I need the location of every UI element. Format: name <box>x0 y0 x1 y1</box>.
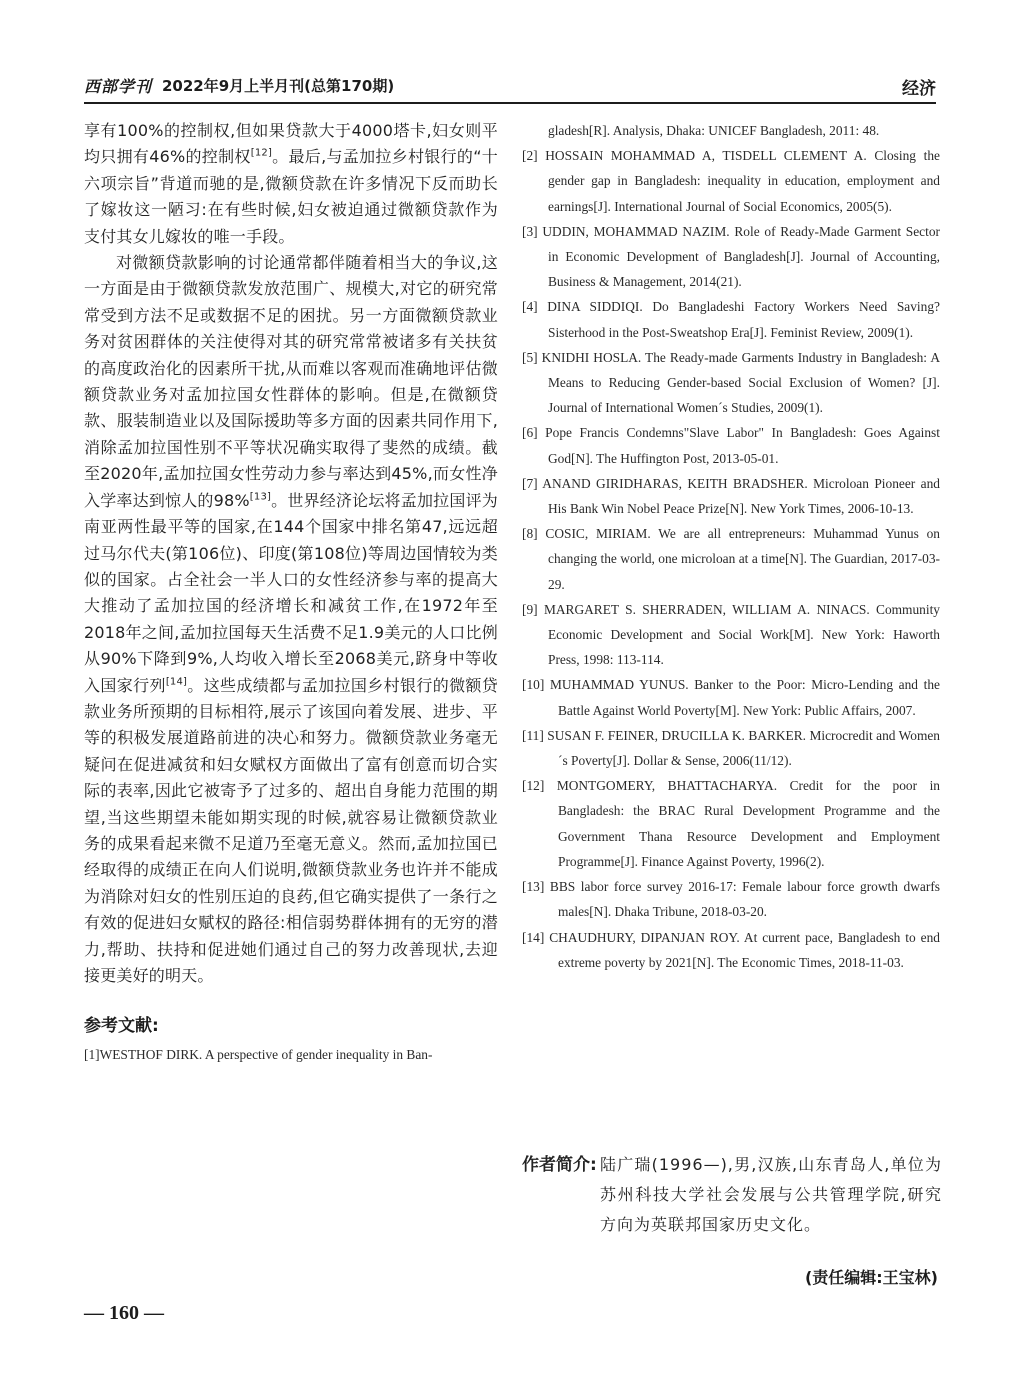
reference-1-start: [1]WESTHOF DIRK. A perspective of gender inequality in Ban- <box>84 1047 433 1063</box>
reference-item: [4] DINA SIDDIQI. Do Bangladeshi Factory Workers Need Saving? Sisterhood in the Post-Sweatshop Era[J]. Feminist Review, 2009(1). <box>522 299 940 340</box>
author-bio <box>522 1150 942 1240</box>
journal-name: 西部学刊 <box>84 77 153 96</box>
paragraph-text: 。世界经济论坛将孟加拉国评为南亚两性最平等的国家,在144个国家中排名第47,远远超过马尔代夫(第106位)、印度(第108位)等周边国情较为类似的国家。占全社会一半人口的女性经济参与率的提高大大推动了孟加拉国的经济增长和减贫工作,在1972年至2018年之间,孟加拉国每天生活费不足1.9美元的人口比例从90%下降到9%,人均收入增长至2068美元,跻身中等收入国家行列 <box>84 490 498 695</box>
citation-14: [14] <box>165 676 188 688</box>
citation-13: [13] <box>249 491 272 503</box>
reference-item: [14] CHAUDHURY, DIPANJAN ROY. At current pace, Bangladesh to end extreme poverty by 2021[N]. The Economic Times, 2018-11-03. <box>522 929 940 970</box>
page-number: — 160 — <box>84 1302 164 1324</box>
reference-item: [8] COSIC, MIRIAM. We are all entrepreneurs: Muhammad Yunus on changing the world, one microloan at a time[N]. The Guardian, 2017-03-29. <box>522 526 940 592</box>
reference-item: [11] SUSAN F. FEINER, DRUCILLA K. BARKER. Microcredit and Women´s Poverty[J]. Dollar & Sense, 2006(11/12). <box>522 727 940 769</box>
paragraph-text: 。最后,与孟加拉乡村银行的“十六项宗旨”背道而驰的是,微额贷款在许多情况下反而助长了嫁妆这一陋习:在有些时候,妇女被迫通过微额贷款作为支付其女儿嫁妆的唯一手段。 <box>84 147 498 246</box>
citation-12: [12] <box>250 148 273 160</box>
reference-item: [6] Pope Francis Condemns"Slave Labor" In Bangladesh: Goes Against God[N]. The Huffington Post, 2013-05-01. <box>522 425 940 466</box>
reference-item: [9] MARGARET S. SHERRADEN, WILLIAM A. NINACS. Community Economic Development and Social Work[M]. New York: Haworth Press, 1998: 113-114. <box>522 601 940 668</box>
reference-item: [2] HOSSAIN MOHAMMAD A, TISDELL CLEMENT A. Closing the gender gap in Bangladesh: inequality in education, employment and earnings[J]. International Journal of Social Economics, 2005(5). <box>522 148 940 214</box>
section-label: 经济 <box>902 79 936 99</box>
editor-credit: (责任编辑:王宝林) <box>804 1268 938 1287</box>
page-header <box>84 72 936 104</box>
paragraph-text: 。这些成绩都与孟加拉国乡村银行的微额贷款业务所预期的目标相符,展示了该国向着发展、进步、平等的积极发展道路前进的决心和努力。微额贷款业务毫无疑问在促进减贫和妇女赋权方面做出了富有创意而切合实际的表率,因此它被寄予了过多的、超出自身能力范围的期望,当这些期望未能如期实现的时候,就容易让微额贷款业务的成果看起来微不足道乃至毫无意义。然而,孟加拉国已经取得的成绩正在向人们说明,微额贷款业务也许并不能成为消除对妇女的性别压迫的良药,但它确实提供了一条行之有效的促进妇女赋权的路径:相信弱势群体拥有的无穷的潜力,帮助、扶持和促进她们通过自己的努力改善现状,去迎接更美好的明天。 <box>84 675 498 985</box>
right-column <box>522 118 940 975</box>
author-bio-label: 作者简介: <box>522 1155 597 1175</box>
reference-item: [5] KNIDHI HOSLA. The Ready-made Garments Industry in Bangladesh: A Means to Reducing Gender-based Social Exclusion of Women? [J]. Journal of International Women´s Studies, 2009(1). <box>522 349 940 416</box>
paragraph-text: 享有100%的控制权,但如果贷款大于4000塔卡,妇女则平均只拥有46%的控制权 <box>84 121 498 167</box>
reference-item: [3] UDDIN, MOHAMMAD NAZIM. Role of Ready-Made Garment Sector in Economic Development of Bangladesh[J]. Journal of Accounting, Business & Management, 2014(21). <box>522 223 940 290</box>
reference-1-cont: gladesh[R]. Analysis, Dhaka: UNICEF Bangladesh, 2011: 48. <box>548 123 880 138</box>
left-column <box>84 118 498 1068</box>
reference-item: [10] MUHAMMAD YUNUS. Banker to the Poor: Micro-Lending and the Battle Against World Poverty[M]. New York: Public Affairs, 2007. <box>522 677 940 718</box>
author-bio-text: 陆广瑞(1996—),男,汉族,山东青岛人,单位为苏州科技大学社会发展与公共管理学院,研究方向为英联邦国家历史文化。 <box>600 1155 942 1234</box>
references-title: 参考文献: <box>84 1016 159 1037</box>
reference-item: [13] BBS labor force survey 2016-17: Female labour force growth dwarfs males[N]. Dhaka Tribune, 2018-03-20. <box>522 879 940 920</box>
paragraph-2 <box>84 250 498 989</box>
paragraph-text: 对微额贷款影响的讨论通常都伴随着相当大的争议,这一方面是由于微额贷款发放范围广、规模大,对它的研究常常受到方法不足或数据不足的困扰。另一方面微额贷款业务对贫困群体的关注使得对其的研究常常被诸多有关扶贫的高度政治化的因素所干扰,从而难以客观而准确地评估微额贷款业务对孟加拉国女性群体的影响。但是,在微额贷款、服装制造业以及国际援助等多方面的因素共同作用下,消除孟加拉国性别不平等状况确实取得了斐然的成绩。截至2020年,孟加拉国女性劳动力参与率达到45%,而女性净入学率达到惊人的98% <box>84 253 498 510</box>
paragraph-1 <box>84 118 498 250</box>
reference-item: [7] ANAND GIRIDHARAS, KEITH BRADSHER. Microloan Pioneer and His Bank Win Nobel Peace Prize[N]. New York Times, 2006-10-13. <box>522 475 940 517</box>
issue-info: 2022年9月上半月刊(总第170期) <box>162 77 395 95</box>
reference-item: [12] MONTGOMERY, BHATTACHARYA. Credit for the poor in Bangladesh: the BRAC Rural Development Programme and the Government Thana Resource Development and Employment Programme[J]. Finance Against Poverty, 1996(2). <box>522 778 940 869</box>
